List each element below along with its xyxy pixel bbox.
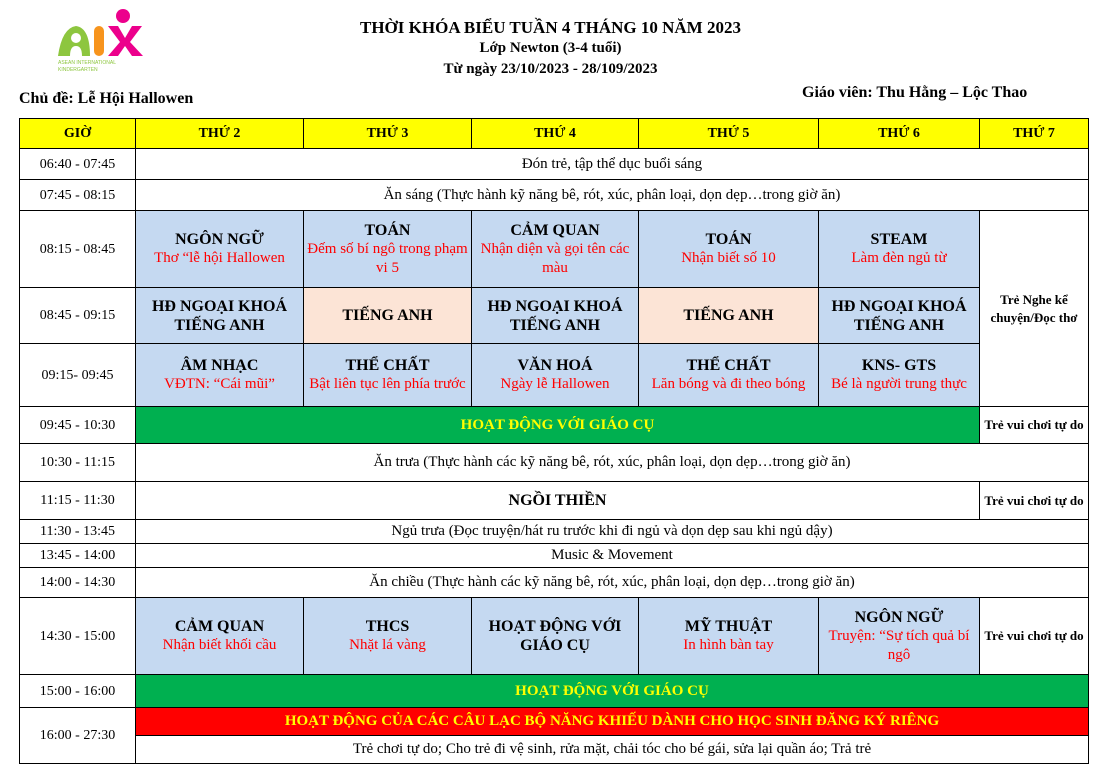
activity-cell: NGỒI THIỀN [136,482,980,520]
lesson-cell [639,598,819,675]
svg-text:ASEAN INTERNATIONAL: ASEAN INTERNATIONAL [58,60,116,66]
table-row [20,544,1089,568]
time-cell: 10:30 - 11:15 [20,444,136,482]
subject-label: THỂ CHẤT [345,357,430,374]
subject-label: CẢM QUAN [510,221,600,239]
header-row [20,119,1089,149]
activity-label: Làm đèn ngủ từ [851,250,947,266]
subject-label: HOẠT ĐỘNG VỚI GIÁO CỤ [488,618,622,654]
activity-label: Nhận biết khối cầu [162,637,277,653]
lesson-cell [304,211,472,288]
topic-label: Chủ đề: Lễ Hội Hallowen [19,90,194,107]
table-row [20,211,1089,288]
lesson-cell [819,598,980,675]
date-range: Từ ngày 23/10/2023 - 28/109/2023 [443,61,658,77]
table-row [20,568,1089,598]
time-cell: 08:45 - 09:15 [20,288,136,344]
club-activity-bar: HOẠT ĐỘNG CỦA CÁC CÂU LẠC BỘ NĂNG KHIẾU DÀNH CHO HỌC SINH ĐĂNG KÝ RIÊNG [136,708,1089,736]
col-wed: THỨ 4 [472,119,639,149]
table-row [20,736,1089,764]
lesson-cell [639,211,819,288]
equipment-activity-bar: HOẠT ĐỘNG VỚI GIÁO CỤ [136,407,980,444]
table-row [20,708,1089,736]
lesson-cell: HĐ NGOẠI KHOÁ TIẾNG ANH [472,288,639,344]
lesson-cell [136,598,304,675]
subject-label: VĂN HOÁ [517,357,593,374]
timetable [19,118,1089,764]
schedule-title: THỜI KHÓA BIỂU TUẦN 4 THÁNG 10 NĂM 2023 [360,18,741,37]
time-cell: 13:45 - 14:00 [20,544,136,568]
saturday-cell: Trẻ vui chơi tự do [980,407,1089,444]
activity-label: VĐTN: “Cái mũi” [164,376,275,392]
time-cell: 16:00 - 27:30 [20,708,136,764]
time-cell: 11:15 - 11:30 [20,482,136,520]
subject-label: CẢM QUAN [174,618,265,635]
table-row [20,675,1089,708]
time-cell: 07:45 - 08:15 [20,180,136,211]
class-line: Lớp Newton (3-4 tuổi) [479,40,622,56]
time-cell: 08:15 - 08:45 [20,211,136,288]
lesson-cell [304,344,472,407]
time-cell: 15:00 - 16:00 [20,675,136,708]
table-row [20,288,1089,344]
lesson-cell: TIẾNG ANH [639,288,819,344]
lesson-cell [136,211,304,288]
teachers-label: Giáo viên: Thu Hằng – Lộc Thao [802,84,1028,101]
activity-cell: Trẻ chơi tự do; Cho trẻ đi vệ sinh, rửa mặt, chải tóc cho bé gái, sửa lại quần áo; Trả trẻ [136,736,1089,764]
col-tue: THỨ 3 [304,119,472,149]
table-row [20,520,1089,544]
lesson-cell [136,344,304,407]
activity-label: Nhặt lá vàng [349,637,426,653]
table-row [20,598,1089,675]
activity-cell: Music & Movement [136,544,1089,568]
time-cell: 14:00 - 14:30 [20,568,136,598]
activity-label: Đếm số bí ngô trong phạm vi 5 [307,240,468,276]
table-row [20,482,1089,520]
activity-label: Truyện: “Sự tích quả bí ngô [828,627,970,663]
subject-label: NGÔN NGỮ [854,608,944,626]
time-cell: 11:30 - 13:45 [20,520,136,544]
lesson-cell [472,211,639,288]
lesson-cell: HĐ NGOẠI KHOÁ TIẾNG ANH [819,288,980,344]
activity-label: In hình bàn tay [683,637,774,653]
activity-label: Nhận diện và gọi tên các màu [480,240,630,276]
subject-label: NGÔN NGỮ [175,231,264,248]
activity-cell: Ngủ trưa (Đọc truyện/hát ru trước khi đi ngủ và dọn dẹp sau khi ngủ dậy) [136,520,1089,544]
activity-cell: Ăn trưa (Thực hành các kỹ năng bê, rót, xúc, phân loại, dọn dẹp…trong giờ ăn) [136,444,1089,482]
subject-label: TOÁN [705,231,752,248]
lesson-cell [472,344,639,407]
subject-label: STEAM [870,231,928,248]
col-thu: THỨ 5 [639,119,819,149]
col-sat: THỨ 7 [980,119,1089,149]
activity-label: Nhận biết số 10 [681,250,776,266]
subject-label: KNS- GTS [861,357,937,374]
col-fri: THỨ 6 [819,119,980,149]
activity-label: Bé là người trung thực [831,376,967,392]
subject-label: THỂ CHẤT [686,357,771,374]
activity-label: Ngày lễ Hallowen [500,376,610,392]
saturday-cell: Trẻ Nghe kể chuyện/Đọc thơ [980,211,1089,407]
table-row [20,407,1089,444]
col-time: GIỜ [20,119,136,149]
lesson-cell: HĐ NGOẠI KHOÁ TIẾNG ANH [136,288,304,344]
subject-label: ÂM NHẠC [180,357,259,374]
time-cell: 09:15- 09:45 [20,344,136,407]
table-row [20,344,1089,407]
lesson-cell: TIẾNG ANH [304,288,472,344]
table-row [20,444,1089,482]
svg-text:KINDERGARTEN: KINDERGARTEN [58,67,98,73]
lesson-cell [304,598,472,675]
table-row [20,149,1089,180]
col-mon: THỨ 2 [136,119,304,149]
subject-label: THCS [365,618,410,635]
table-row [20,180,1089,211]
equipment-activity-bar: HOẠT ĐỘNG VỚI GIÁO CỤ [136,675,1089,708]
time-cell: 14:30 - 15:00 [20,598,136,675]
lesson-cell [819,344,980,407]
subject-label: TOÁN [364,221,411,239]
activity-label: Bật liên tục lên phía trước [309,376,466,392]
lesson-cell [472,598,639,675]
lesson-cell [639,344,819,407]
activity-cell: Đón trẻ, tập thể dục buổi sáng [136,149,1089,180]
subject-label: MỸ THUẬT [684,618,773,635]
lesson-cell [819,211,980,288]
time-cell: 09:45 - 10:30 [20,407,136,444]
activity-cell: Ăn sáng (Thực hành kỹ năng bê, rót, xúc, phân loại, dọn dẹp…trong giờ ăn) [136,180,1089,211]
time-cell: 06:40 - 07:45 [20,149,136,180]
saturday-cell: Trẻ vui chơi tự do [980,482,1089,520]
activity-cell: Ăn chiều (Thực hành các kỹ năng bê, rót, xúc, phân loại, dọn dẹp…trong giờ ăn) [136,568,1089,598]
activity-label: Thơ “lễ hội Hallowen [154,250,285,266]
saturday-cell: Trẻ vui chơi tự do [980,598,1089,675]
activity-label: Lăn bóng và đi theo bóng [651,376,806,392]
